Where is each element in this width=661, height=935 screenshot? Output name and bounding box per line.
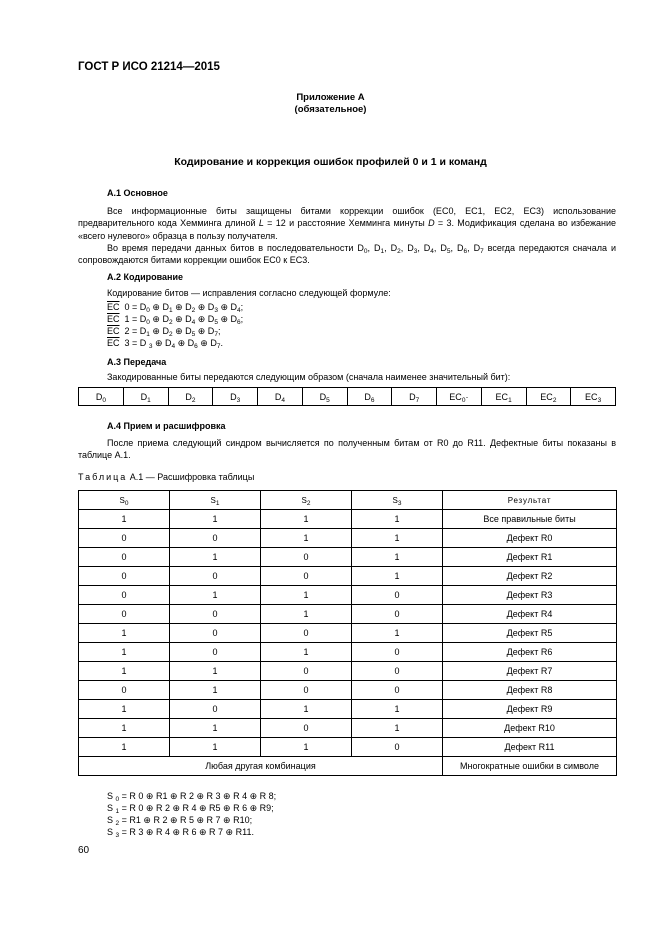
result-cell: Дефект R9	[443, 700, 617, 719]
bit-order-row	[79, 388, 616, 406]
syndrome-bit-cell: 1	[261, 700, 352, 719]
bit-cell: $D_0$	[79, 388, 124, 406]
table-row	[79, 681, 617, 700]
syndrome-bit-cell: 0	[352, 738, 443, 757]
syndrome-bit-cell: 1	[261, 643, 352, 662]
table-row	[79, 567, 617, 586]
bit-cell: $EC_2$	[526, 388, 571, 406]
syndrome-bit-cell: 0	[352, 586, 443, 605]
syndrome-bit-cell: 1	[352, 624, 443, 643]
result-cell: Дефект R4	[443, 605, 617, 624]
result-cell: Дефект R5	[443, 624, 617, 643]
decoding-table-header	[79, 491, 617, 510]
table-row	[79, 662, 617, 681]
syndrome-bit-cell: 0	[261, 662, 352, 681]
table-row	[79, 529, 617, 548]
decoding-table-body	[79, 510, 617, 776]
syndrome-bit-cell: 0	[352, 643, 443, 662]
syndrome-bit-cell: 0	[79, 529, 170, 548]
table-row	[79, 586, 617, 605]
syndrome-bit-cell: 0	[79, 567, 170, 586]
syndrome-bit-cell: 1	[79, 643, 170, 662]
result-cell: Дефект R11	[443, 738, 617, 757]
syndrome-bit-cell: 0	[170, 605, 261, 624]
bit-cell: $D_2$	[168, 388, 213, 406]
syndrome-bit-cell: 1	[352, 529, 443, 548]
page-number: 60	[78, 845, 90, 856]
syndrome-bit-cell: 1	[170, 681, 261, 700]
syndrome-bit-cell: 1	[261, 586, 352, 605]
table-row	[79, 605, 617, 624]
formula-ec2: $\overline{EC}$ $2 = D_1$ ⊕ $D_2$ ⊕ $D_5$ ⊕ $D_7$;	[107, 326, 221, 338]
section-a2-heading: А.2 Кодирование	[107, 272, 184, 282]
syndrome-bit-cell: 0	[261, 624, 352, 643]
table-row	[79, 548, 617, 567]
result-cell: Дефект R1	[443, 548, 617, 567]
table-row	[79, 624, 617, 643]
syndrome-bit-cell: 0	[79, 548, 170, 567]
table-row	[79, 510, 617, 529]
syndrome-s1: S $_1$ = R 0 ⊕ R 2 ⊕ R 4 ⊕ R5 ⊕ R 6 ⊕ R9;	[107, 803, 274, 815]
syndrome-bit-cell: 1	[261, 510, 352, 529]
bit-cell: $EC_3$	[571, 388, 616, 406]
syndrome-bit-cell: 0	[261, 548, 352, 567]
syndrome-bit-cell: 1	[170, 510, 261, 529]
bit-cell: $D_5$	[302, 388, 347, 406]
syndrome-bit-cell: 0	[170, 624, 261, 643]
multiple-errors-cell: Многократные ошибки в символе	[443, 757, 617, 776]
table-row	[79, 643, 617, 662]
result-cell: Дефект R2	[443, 567, 617, 586]
document-header: ГОСТ Р ИСО 21214—2015	[78, 61, 220, 73]
syndrome-bit-cell: 1	[79, 662, 170, 681]
syndrome-bit-cell: 0	[170, 643, 261, 662]
syndrome-bit-cell: 0	[261, 681, 352, 700]
section-a1-heading: А.1 Основное	[107, 188, 168, 198]
syndrome-s3: S $_3$ = R 3 ⊕ R 4 ⊕ R 6 ⊕ R 7 ⊕ R11.	[107, 827, 254, 839]
main-title: Кодирование и коррекция ошибок профилей 0 и 1 и команд	[174, 156, 487, 168]
syndrome-bit-cell: 1	[352, 700, 443, 719]
formula-ec1: $\overline{EC}$ $1 = D_0$ ⊕ $D_2$ ⊕ $D_4$ ⊕ $D_5$ ⊕ $D_6$;	[107, 314, 244, 326]
bit-cell: $D_1$	[123, 388, 168, 406]
bit-cell: $D_6$	[347, 388, 392, 406]
appendix-title: Приложение А	[296, 92, 365, 103]
result-cell: Дефект R0	[443, 529, 617, 548]
section-a1-paragraph-1: Все информационные биты защищены битами коррекции ошибок (EC0, EC1, EC2, EC3) использование предварительного кода Хемминга длиной L = 12 и расстояние Хемминга минуты D = 3. Модификация сделана во избежание «всего нулевого» образца в пользу получателя.	[78, 206, 617, 241]
table-row	[79, 719, 617, 738]
section-a4-paragraph: После приема следующий синдром вычисляется по полученным битам от R0 до R11. Дефектные биты показаны в таблице А.1.	[78, 438, 616, 461]
bit-cell: $EC_1$	[481, 388, 526, 406]
syndrome-s0: S $_0$ = R 0 ⊕ R1 ⊕ R 2 ⊕ R 3 ⊕ R 4 ⊕ R 8;	[107, 791, 277, 803]
section-a3-heading: А.3 Передача	[107, 357, 167, 367]
table-row	[79, 738, 617, 757]
result-cell: Дефект R7	[443, 662, 617, 681]
syndrome-bit-cell: 0	[352, 605, 443, 624]
section-a4-heading: А.4 Прием и расшифровка	[107, 421, 226, 431]
syndrome-bit-cell: 0	[170, 567, 261, 586]
result-cell: Дефект R10	[443, 719, 617, 738]
syndrome-bit-cell: 1	[170, 719, 261, 738]
decoding-table	[78, 490, 617, 776]
syndrome-bit-cell: 0	[352, 662, 443, 681]
bit-cell: $D_4$	[258, 388, 303, 406]
syndrome-bit-cell: 1	[261, 738, 352, 757]
bit-cell: $D_3$	[213, 388, 258, 406]
syndrome-bit-cell: 1	[170, 548, 261, 567]
encoding-intro: Кодирование битов — исправления согласно следующей формуле:	[107, 288, 391, 298]
syndrome-bit-cell: 1	[352, 548, 443, 567]
syndrome-s2: S $_2$ = R1 ⊕ R 2 ⊕ R 5 ⊕ R 7 ⊕ R10;	[107, 815, 253, 827]
syndrome-bit-cell: 1	[79, 738, 170, 757]
result-cell: Дефект R3	[443, 586, 617, 605]
syndrome-bit-cell: 1	[79, 624, 170, 643]
syndrome-bit-cell: 1	[170, 738, 261, 757]
result-cell: Все правильные биты	[443, 510, 617, 529]
bit-cell: $EC_0\cdot$	[437, 388, 482, 406]
column-header-s1: $S_1$	[170, 491, 261, 510]
syndrome-bit-cell: 1	[352, 719, 443, 738]
transmission-intro: Закодированные биты передаются следующим образом (сначала наименее значительный бит):	[107, 372, 511, 382]
formula-ec0: $\overline{EC}$ $0 = D_0$ ⊕ $D_1$ ⊕ $D_2$ ⊕ $D_3$ ⊕ $D_4$;	[107, 302, 244, 314]
syndrome-bit-cell: 0	[170, 700, 261, 719]
syndrome-bit-cell: 0	[79, 681, 170, 700]
bit-order-table	[78, 387, 616, 406]
bit-cell: $D_7$	[392, 388, 437, 406]
syndrome-bit-cell: 0	[261, 567, 352, 586]
syndrome-bit-cell: 1	[170, 586, 261, 605]
syndrome-bit-cell: 0	[79, 586, 170, 605]
syndrome-bit-cell: 1	[352, 510, 443, 529]
column-header-s0: $S_0$	[79, 491, 170, 510]
appendix-subtitle: (обязательное)	[294, 104, 367, 115]
syndrome-bit-cell: 1	[261, 605, 352, 624]
syndrome-bit-cell: 1	[170, 662, 261, 681]
syndrome-bit-cell: 0	[170, 529, 261, 548]
syndrome-bit-cell: 1	[79, 700, 170, 719]
column-header-result: Результат	[443, 491, 617, 510]
column-header-s2: $S_2$	[261, 491, 352, 510]
other-combination-cell: Любая другая комбинация	[79, 757, 443, 776]
result-cell: Дефект R6	[443, 643, 617, 662]
table-row	[79, 700, 617, 719]
syndrome-bit-cell: 0	[79, 605, 170, 624]
column-header-s3: $S_3$	[352, 491, 443, 510]
syndrome-bit-cell: 1	[352, 567, 443, 586]
syndrome-bit-cell: 0	[261, 719, 352, 738]
result-cell: Дефект R8	[443, 681, 617, 700]
section-a1-paragraph-2: Во время передачи данных битов в последовательности $D_0$, $D_1$, $D_2$, $D_3$, $D_4$, $D_5$, $D_6$, $D_7$ всегда передаются сначала и сопровождаются битами коррекции ошибок EC0 к EC3.	[78, 243, 616, 266]
table-footer-row	[79, 757, 617, 776]
syndrome-bit-cell: 1	[79, 719, 170, 738]
table-caption: Таблица А.1 — Расшифровка таблицы	[78, 472, 255, 482]
syndrome-bit-cell: 0	[352, 681, 443, 700]
syndrome-bit-cell: 1	[79, 510, 170, 529]
formula-ec3: $\overline{EC}$ 3 = D $_3$ ⊕ $D_4$ ⊕ $D_6$ ⊕ $D_7$.	[107, 338, 223, 350]
syndrome-bit-cell: 1	[261, 529, 352, 548]
